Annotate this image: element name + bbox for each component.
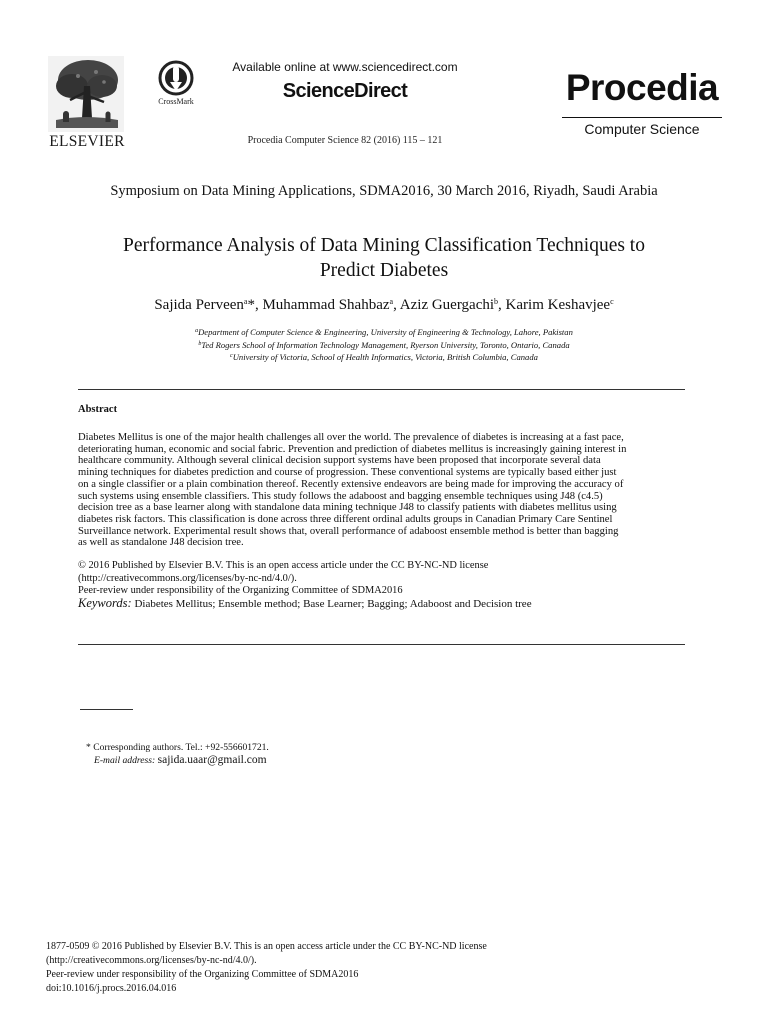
abstract-heading: Abstract [78,404,118,415]
abstract-line: healthcare community. Although several clinical decision support systems have been proposed that incorporate several data [78,455,601,467]
author-separator: , [498,297,506,313]
author-separator: , [393,297,400,313]
author-name: Aziz Guergachi [399,297,495,313]
sciencedirect-logo: ScienceDirect [282,80,408,102]
affiliation-text: Ted Rogers School of Information Technology Management, Ryerson University, Toronto, Ontario, Canada [201,340,570,350]
author-affiliation-mark: b [494,297,499,306]
footer-license-url[interactable]: (http://creativecommons.org/licenses/by-nc-nd/4.0/). [46,955,257,966]
abstract-line: Surveillance network. Experimental result shows that, overall performance of adaboost ensemble method is better than bagging [78,525,619,537]
abstract-line: such systems using ensemble classifiers. This study follows the adaboost and bagging ensemble techniques using J48 (c4.5) [78,490,603,502]
author-name: Sajida Perveen [154,297,244,313]
available-online-text[interactable]: Available online at www.sciencedirect.com [232,60,458,74]
affiliation-text: Department of Computer Science & Engineering, University of Engineering & Technology, Lahore, Pakistan [198,327,573,337]
keywords-text: Diabetes Mellitus; Ensemble method; Base Learner; Bagging; Adaboost and Decision tree [134,598,532,610]
crossmark-icon [158,60,194,96]
affiliation-mark: c [230,353,233,359]
elsevier-tree-icon [48,56,124,132]
elsevier-wordmark: ELSEVIER [49,133,125,150]
author-separator: , [254,297,263,313]
procedia-logo [562,67,722,140]
abstract-line: mining techniques for diabetes prediction and course of progression. These conventional systems are typically based either just [78,467,617,479]
symposium-line: Symposium on Data Mining Applications, SDMA2016, 30 March 2016, Riyadh, Saudi Arabia [110,183,658,199]
license-url[interactable]: (http://creativecommons.org/licenses/by-nc-nd/4.0/). [78,573,297,584]
abstract-line: deteriorating human, economic and social fabric. Prevention and prediction of diabetes mellitus is increasingly gaining interest in [78,443,627,455]
keywords-line [78,596,532,611]
affiliation-b [40,340,728,350]
abstract-line: as well as standalone J48 decision tree. [78,537,244,549]
affiliation-mark: b [198,341,202,347]
license-line: © 2016 Published by Elsevier B.V. This is an open access article under the CC BY-NC-ND license [78,560,489,571]
author-corresponding-mark: * [247,297,255,313]
affiliation-mark: a [195,328,199,334]
abstract-line: Diabetes Mellitus is one of the major health challenges all over the world. The prevalence of diabetes is increasing at a fast pace, [78,432,624,443]
crossmark-label: CrossMark [158,97,194,106]
affiliation-c [40,352,728,362]
procedia-title: Procedia [565,67,719,108]
author-affiliation-mark: c [610,297,614,306]
abstract-line: on a single classifier or a plain combination thereof. Recently extensive endeavors are being made for improving the accuracy of [78,478,624,490]
peer-review-line: Peer-review under responsibility of the Organizing Committee of SDMA2016 [78,585,403,596]
doi-line[interactable]: doi:10.1016/j.procs.2016.04.016 [46,983,177,994]
abstract-body [78,432,685,549]
procedia-subtitle: Computer Science [562,117,722,140]
footnote-rule [80,709,133,710]
author-list [40,297,728,314]
abstract-line: decision tree as a base learner along with standalone data mining technique J48 to classify patients with diabetes mellitus using [78,502,617,514]
paper-title [40,233,728,283]
abstract-line: diabetes risk factors. This classification is done across three different ordinal adults groups in Canadian Primary Care Sentinel [78,513,613,525]
journal-reference: Procedia Computer Science 82 (2016) 115 – 121 [247,135,443,146]
abstract-top-rule [78,389,685,390]
affiliation-text: University of Victoria, School of Health Informatics, Victoria, British Columbia, Canada [232,352,538,362]
paper-title-line-2: Predict Diabetes [319,260,449,281]
corresponding-author-note: * Corresponding authors. Tel.: +92-556601721. [86,742,269,753]
footer-peer-review: Peer-review under responsibility of the Organizing Committee of SDMA2016 [46,969,359,980]
email-label: E-mail address: [94,755,156,766]
author-name: Karim Keshavjee [505,297,611,313]
keywords-label: Keywords: [78,596,132,610]
issn-line: 1877-0509 © 2016 Published by Elsevier B.V. This is an open access article under the CC BY-NC-ND license [46,941,487,952]
affiliation-a [40,327,728,337]
author-affiliation-mark: a [389,297,394,306]
email-address[interactable]: sajida.uaar@gmail.com [157,754,267,766]
abstract-bottom-rule [78,644,685,645]
author-affiliation-mark: a [243,297,248,306]
author-name: Muhammad Shahbaz [262,297,390,313]
paper-title-line-1: Performance Analysis of Data Mining Classification Techniques to [123,235,645,256]
email-line [94,754,267,766]
elsevier-logo [44,56,130,148]
